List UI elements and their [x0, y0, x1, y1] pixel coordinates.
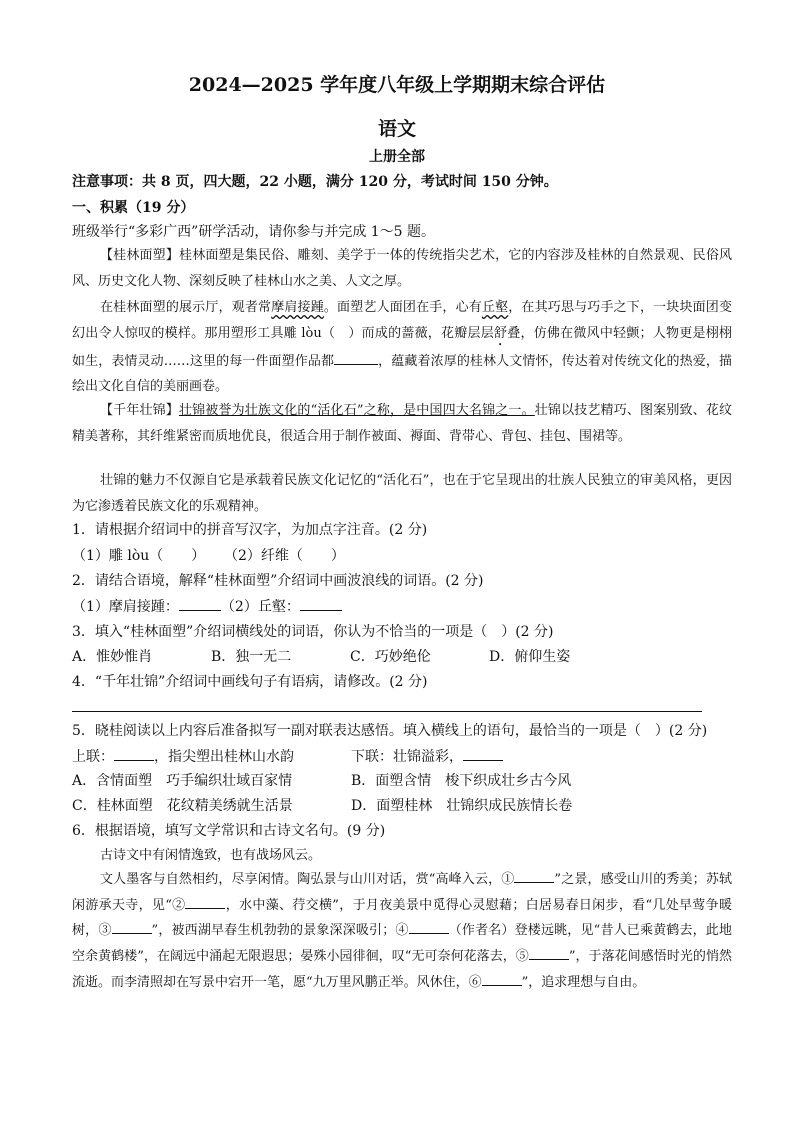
question-2: 2．请结合语境，解释“桂林面塑”介绍词中画波浪线的词语。(2 分) [72, 573, 484, 589]
q2-item-a: （1）摩肩接踵： [72, 599, 179, 615]
passage-text: ，水中藻、荇交横”，于月夜美景中觅得心灵慰藉；白居易春日闲步，看“几处早莺争暖树，③ [72, 897, 732, 939]
option-a: A．含情面塑 巧手编织壮域百家情 [72, 773, 293, 789]
option-a: A．惟妙惟肖 [72, 649, 153, 665]
answer-blank [529, 945, 569, 960]
question-3: 3．填入“桂林面塑”介绍词横线处的词语，你认为不恰当的一项是（ ）(2 分) [72, 624, 554, 640]
underlined-sentence: 壮锦被誉为壮族文化的“活化石”之称，是中国四大名锦之一。 [178, 403, 535, 418]
option-b: B．面塑含情 梭下织成壮乡古今风 [351, 773, 572, 789]
paragraph-zhuangjin [72, 398, 732, 449]
scope-label: 上册全部 [369, 149, 425, 165]
answer-line [72, 711, 702, 712]
question-6-passage [72, 867, 732, 996]
answer-blank [114, 746, 154, 761]
paragraph-zhuangjin-charm: 壮锦的魅力不仅源自它是承载着民族文化记忆的“活化石”，也在于它呈现出的壮族人民独立的审美风格，更因为它渗透着民族文化的乐观精神。 [72, 473, 732, 514]
question-4: 4．“千年壮锦”介绍词中画线句子有语病，请修改。(2 分) [72, 674, 428, 690]
passage-text: ”，于落花间感悟时光的悄然流逝。而李清照却在写景中宕开一笔，愿“九万里风鹏正举。风休住，⑥ [72, 949, 732, 990]
section-heading: 一、积累（19 分） [72, 200, 195, 216]
question-5-options-row2 [72, 796, 732, 816]
paragraph-text: 在桂林面塑的展示厅，观者常 [100, 300, 272, 315]
question-5-options-row1 [72, 771, 732, 791]
answer-blank [482, 971, 522, 986]
wavy-word-1: 摩肩接踵 [271, 300, 324, 315]
couplet-upper [72, 746, 351, 767]
question-1: 1．请根据介绍词中的拼音写汉字，为加点字注音。(2 分) [72, 522, 428, 538]
paragraph-guilin-detail [72, 295, 732, 400]
exam-title: 2024—2025 学年度八年级上学期期末综合评估 [188, 74, 606, 96]
q2-item-b: （2）丘壑： [220, 599, 300, 615]
label-guilin: 【桂林面塑】 [100, 248, 180, 263]
activity-intro: 班级举行“多彩广西”研学活动，请你参与并完成 1～5 题。 [72, 224, 436, 240]
couplet-lines [72, 746, 732, 767]
subject-title: 语文 [377, 118, 416, 140]
question-2-items [72, 596, 732, 617]
passage-text: （作者名）登楼远眺，见“昔人已乘黄鹤去，此地空余黄鹤楼”，在阔远中涌起无限遐思；晏殊小园徘徊，叹“无可奈何花落去，⑤ [72, 923, 732, 965]
wavy-word-2: 丘壑 [481, 300, 509, 315]
paragraph-text: 。面塑艺人面团在手，心有 [323, 300, 482, 315]
option-c: C．桂林面塑 花纹精美绣就生活景 [72, 798, 293, 814]
option-d: D．面塑桂林 壮锦织成民族情长卷 [351, 798, 573, 814]
paragraph-guilin-intro [72, 243, 732, 294]
q1-item-b: （2）纤维（ ） [224, 548, 345, 564]
answer-blank [300, 596, 342, 611]
option-c: C．巧妙绝伦 [350, 649, 431, 665]
couplet-text: ，指尖塑出桂林山水韵 [154, 749, 294, 765]
dotted-char: 舒 [493, 325, 508, 341]
question-3-options [72, 647, 732, 667]
couplet-text: 上联： [72, 749, 114, 765]
passage-text: ”，追求理想与自由。 [521, 974, 646, 990]
answer-blank [185, 894, 225, 909]
paragraph-text: ，蕴藏着浓厚的桂林人文情怀，传达着对传统文化的热爱，描绘出文化自信的美丽画卷。 [72, 353, 732, 395]
couplet-lower [351, 746, 503, 767]
answer-blank [112, 919, 152, 934]
question-6-intro: 古诗文中有闲情逸致，也有战场风云。 [100, 848, 322, 863]
blank-line [334, 350, 378, 365]
question-1-items [72, 546, 732, 566]
answer-blank [514, 868, 554, 883]
notice-text: 注意事项：共 8 页，四大题，22 小题，满分 120 分，考试时间 150 分钟。 [72, 174, 558, 190]
answer-blank [179, 596, 221, 611]
passage-text: 文人墨客与自然相约，尽享闲情。陶弘景与山川对话，赏“高峰入云，① [100, 872, 515, 887]
passage-text: ”，被西湖早春生机勃勃的景象深深吸引；④ [151, 923, 409, 939]
paragraph-text: 桂林面塑是集民俗、雕刻、美学于一体的传统指尖艺术，它的内容涉及桂林的自然景观、民俗风风、历史文化人物、深刻反映了桂林山水之美、人文之厚。 [72, 248, 732, 289]
question-6: 6．根据语境，填写文学常识和古诗文名句。(9 分) [72, 823, 386, 839]
paragraph-text: ，在其巧思与巧手之下，一块块面团变幻出令人惊叹的模样。那用塑形工具雕 lòu（ ）而成的蔷薇，花瓣层层 [72, 300, 732, 341]
label-zhuangjin: 【千年壮锦】 [100, 403, 179, 418]
q1-item-a: （1）雕 lòu（ ） [72, 548, 206, 564]
passage-text: ”之景，感受山川的秀美；苏轼闲游承天寺，见“② [72, 872, 732, 913]
option-b: B．独一无二 [211, 649, 292, 665]
answer-blank [409, 919, 449, 934]
answer-blank [463, 746, 503, 761]
question-5: 5．晓桂阅读以上内容后准备拟写一副对联表达感悟。填入横线上的语句，最恰当的一项是（ ）(2 分) [72, 723, 708, 739]
paragraph-text: 叠，仿佛在微风中轻颤；人物更是栩栩如生，表情灵动……这里的每一件面塑作品都 [72, 325, 732, 369]
paragraph-text: 壮锦以技艺精巧、图案别致、花纹精美著称，其纤维紧密而质地优良，很适合用于制作被面、褥面、背带心、背包、挂包、围裙等。 [72, 403, 732, 444]
option-d: D．俯仰生姿 [489, 649, 571, 665]
couplet-text: 下联：壮锦溢彩， [351, 749, 463, 765]
